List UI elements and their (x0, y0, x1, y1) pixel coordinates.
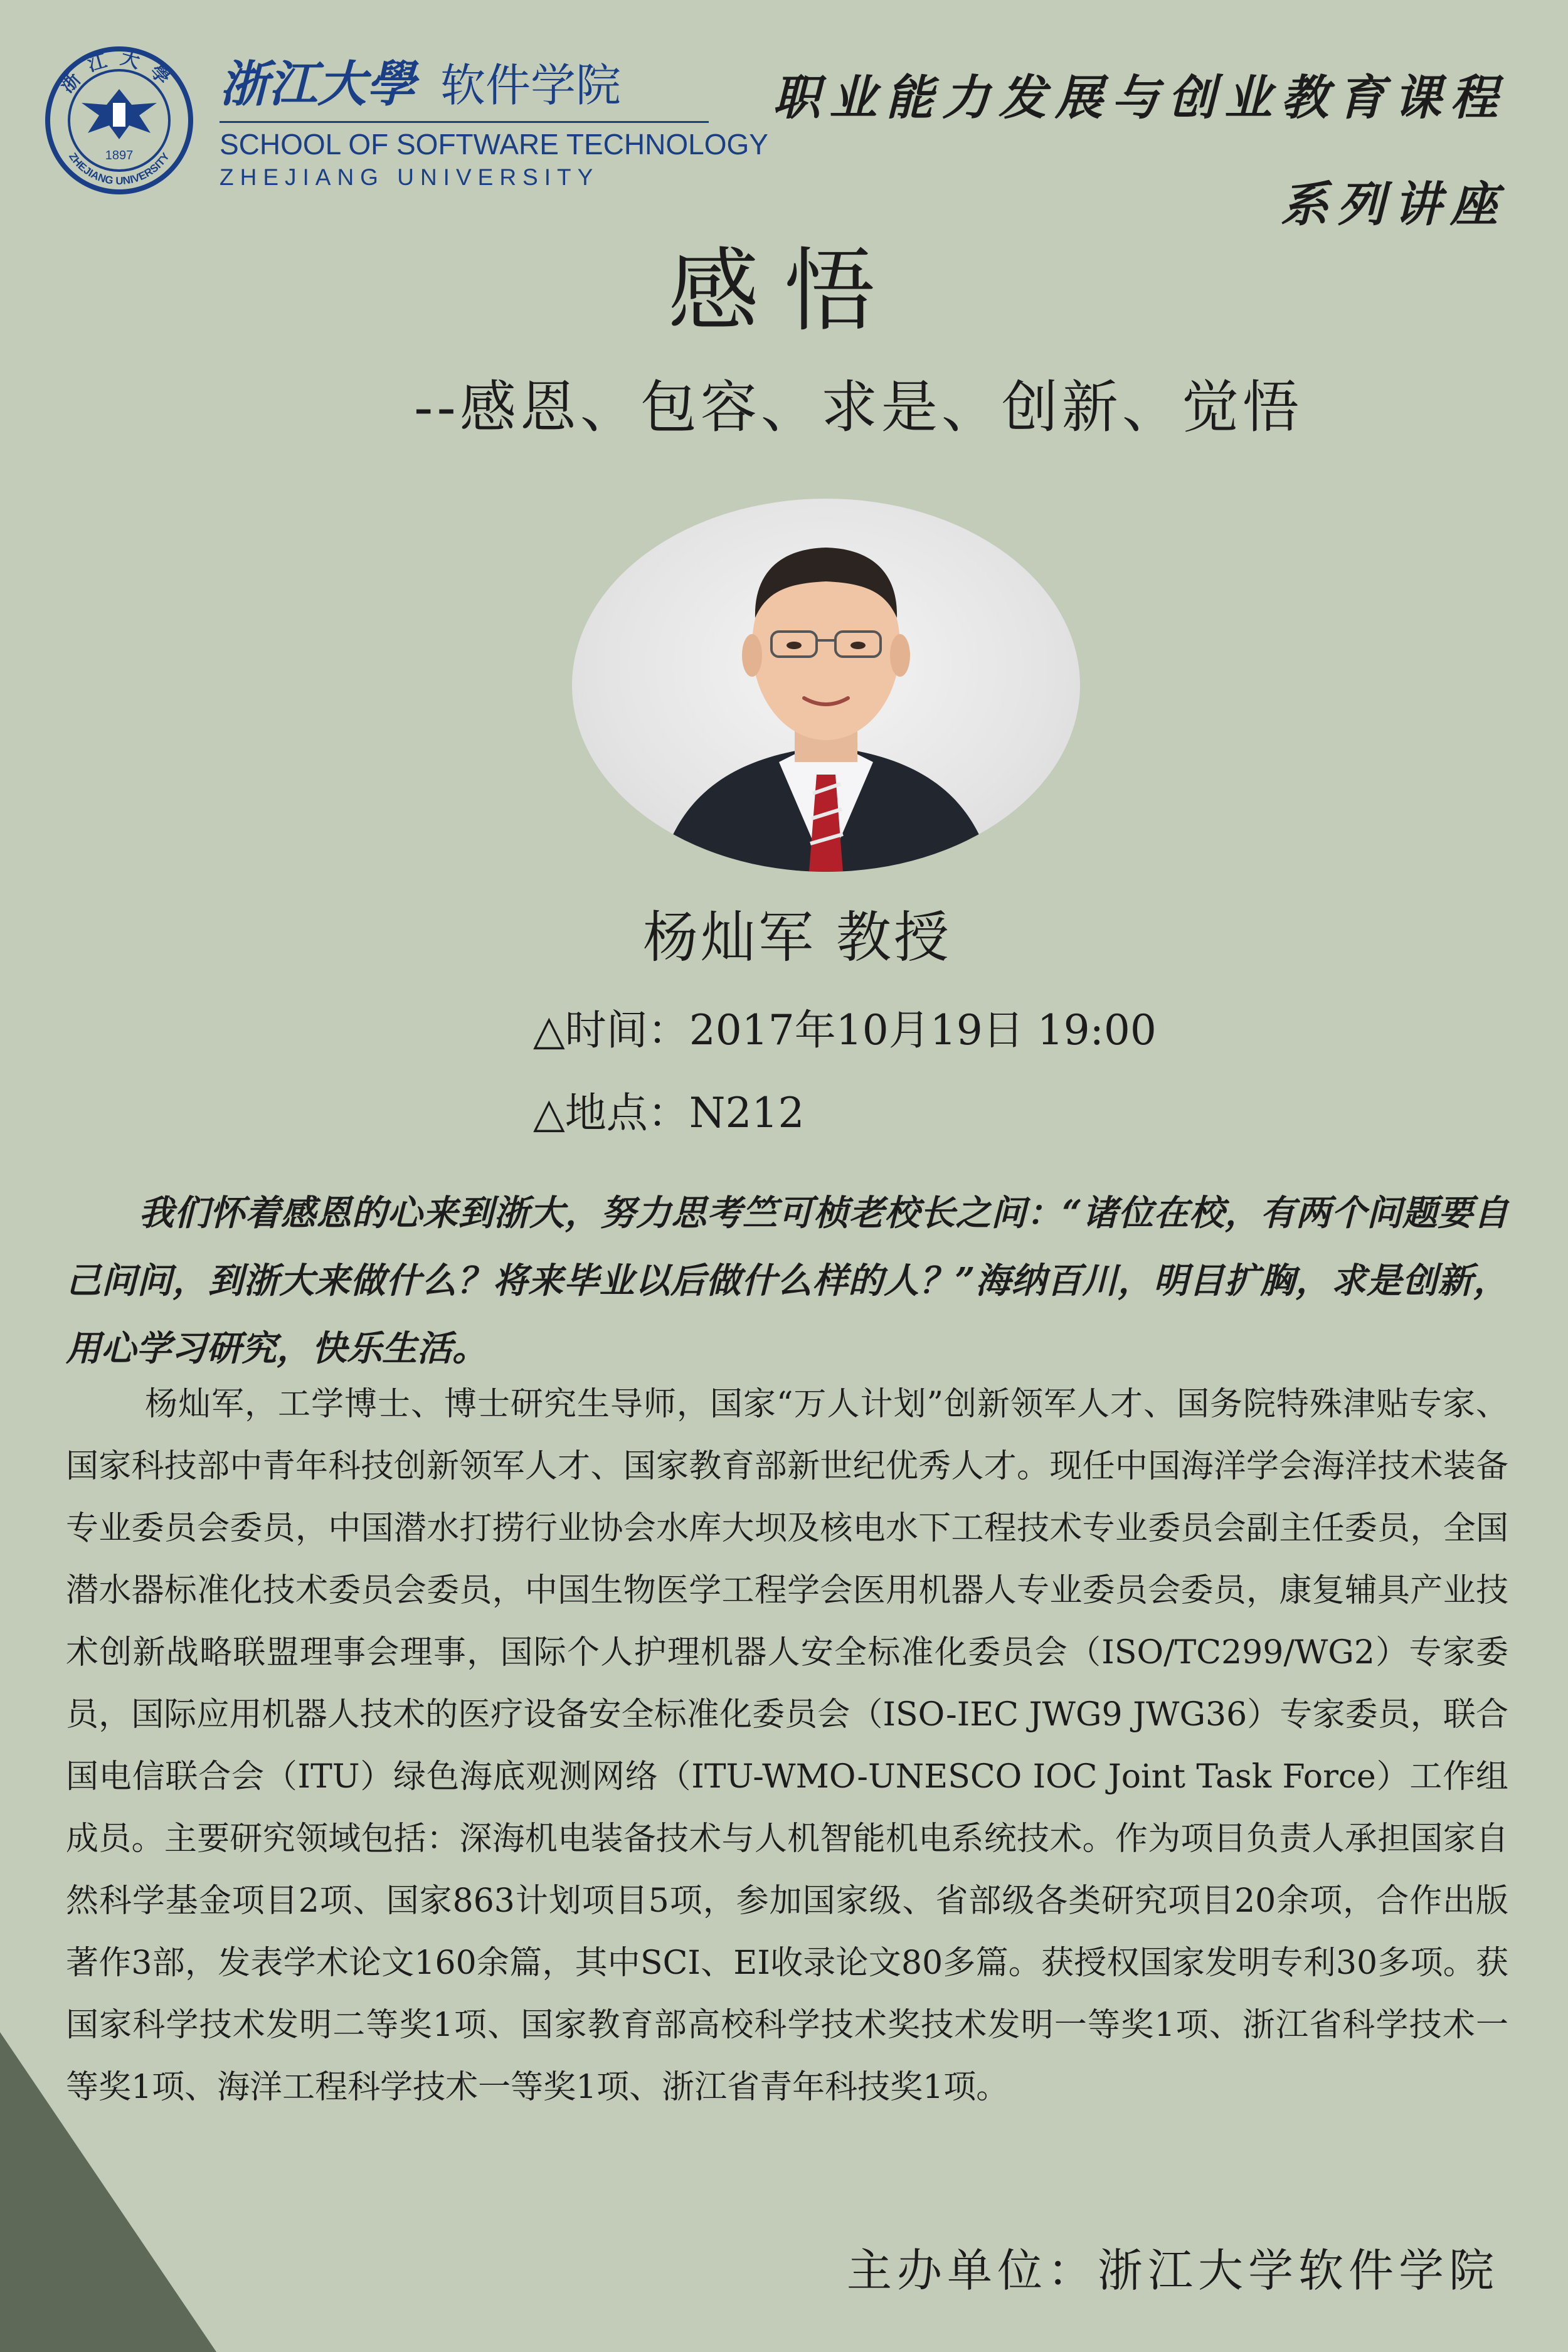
logo-chinese-name (220, 50, 709, 120)
seal-year: 1897 (105, 149, 134, 162)
motto-paragraph: 我们怀着感恩的心来到浙大，努力思考竺可桢老校长之问：“诸位在校，有两个问题要自己问问，到浙大来做什么？将来毕业以后做什么样的人？”海纳百川，明目扩胸，求是创新，用心学习研究，快乐生活。 (66, 1192, 1508, 1369)
logo-divider (220, 121, 709, 123)
logo-school-cn: 软件学院 (440, 59, 622, 112)
host-organization: 主办单位：浙江大学软件学院 (846, 2244, 1499, 2297)
speaker-portrait (572, 499, 1080, 872)
university-logo (44, 45, 768, 202)
logo-university-en: ZHEJIANG UNIVERSITY (220, 164, 600, 190)
zju-seal-icon (44, 45, 194, 196)
series-subtitle: 系列讲座 (1281, 176, 1507, 232)
speaker-bio: 杨灿军，工学博士、博士研究生导师，国家“万人计划”创新领军人才、国务院特殊津贴专家、国家科技部中青年科技创新领军人才、国家教育部新世纪优秀人才。现任中国海洋学会海洋技术装备专业委员会委员，中国潜水打捞行业协会水库大坝及核电水下工程技术专业委员会副主任委员，全国潜水器标准化技术委员会委员，中国生物医学工程学会医用机器人专业委员会委员，康复辅具产业技术创新战略联盟理事会理事，国际个人护理机器人安全标准化委员会（ISO/TC299/WG2）专家委员，国际应用机器人技术的医疗设备安全标准化委员会（ISO-IEC JWG9 JWG36）专家委员，联合国电信联合会（ITU）绿色海底观测网络（ITU-WMO-UNESCO IOC Joint Task Force）工作组成员。主要研究领域包括：深海机电装备技术与人机智能机电系统技术。作为项目负责人承担国家自然科学基金项目2项、国家863计划项目5项，参加国家级、省部级各类研究项目20余项，合作出版著作3部，发表学术论文160余篇，其中SCI、EI收录论文80多篇。获授权国家发明专利30多项。获国家科学技术发明二等奖1项、国家教育部高校科学技术奖技术发明一等奖1项、浙江省科学技术一等奖1项、海洋工程科学技术一等奖1项、浙江省青年科技奖1项。 (66, 1385, 1508, 2106)
lecture-subtitle: --感恩、包容、求是、创新、觉悟 (414, 374, 1303, 440)
lecture-title: 感悟 (668, 238, 900, 344)
logo-university-cn: 浙江大學 (220, 56, 416, 113)
logo-school-en: SCHOOL OF SOFTWARE TECHNOLOGY (220, 128, 768, 161)
speaker-name: 杨灿军 教授 (643, 905, 951, 970)
event-location: △地点：N212 (533, 1089, 805, 1137)
speaker-portrait-icon (572, 499, 1080, 872)
event-time: △时间：2017年10月19日 19:00 (533, 1006, 1157, 1054)
seal-top-text: 浙江大學 (56, 46, 183, 97)
seal-bottom-text: ZHEJIANG UNIVERSITY (66, 151, 172, 187)
series-title: 职业能力发展与创业教育课程 (773, 70, 1507, 125)
